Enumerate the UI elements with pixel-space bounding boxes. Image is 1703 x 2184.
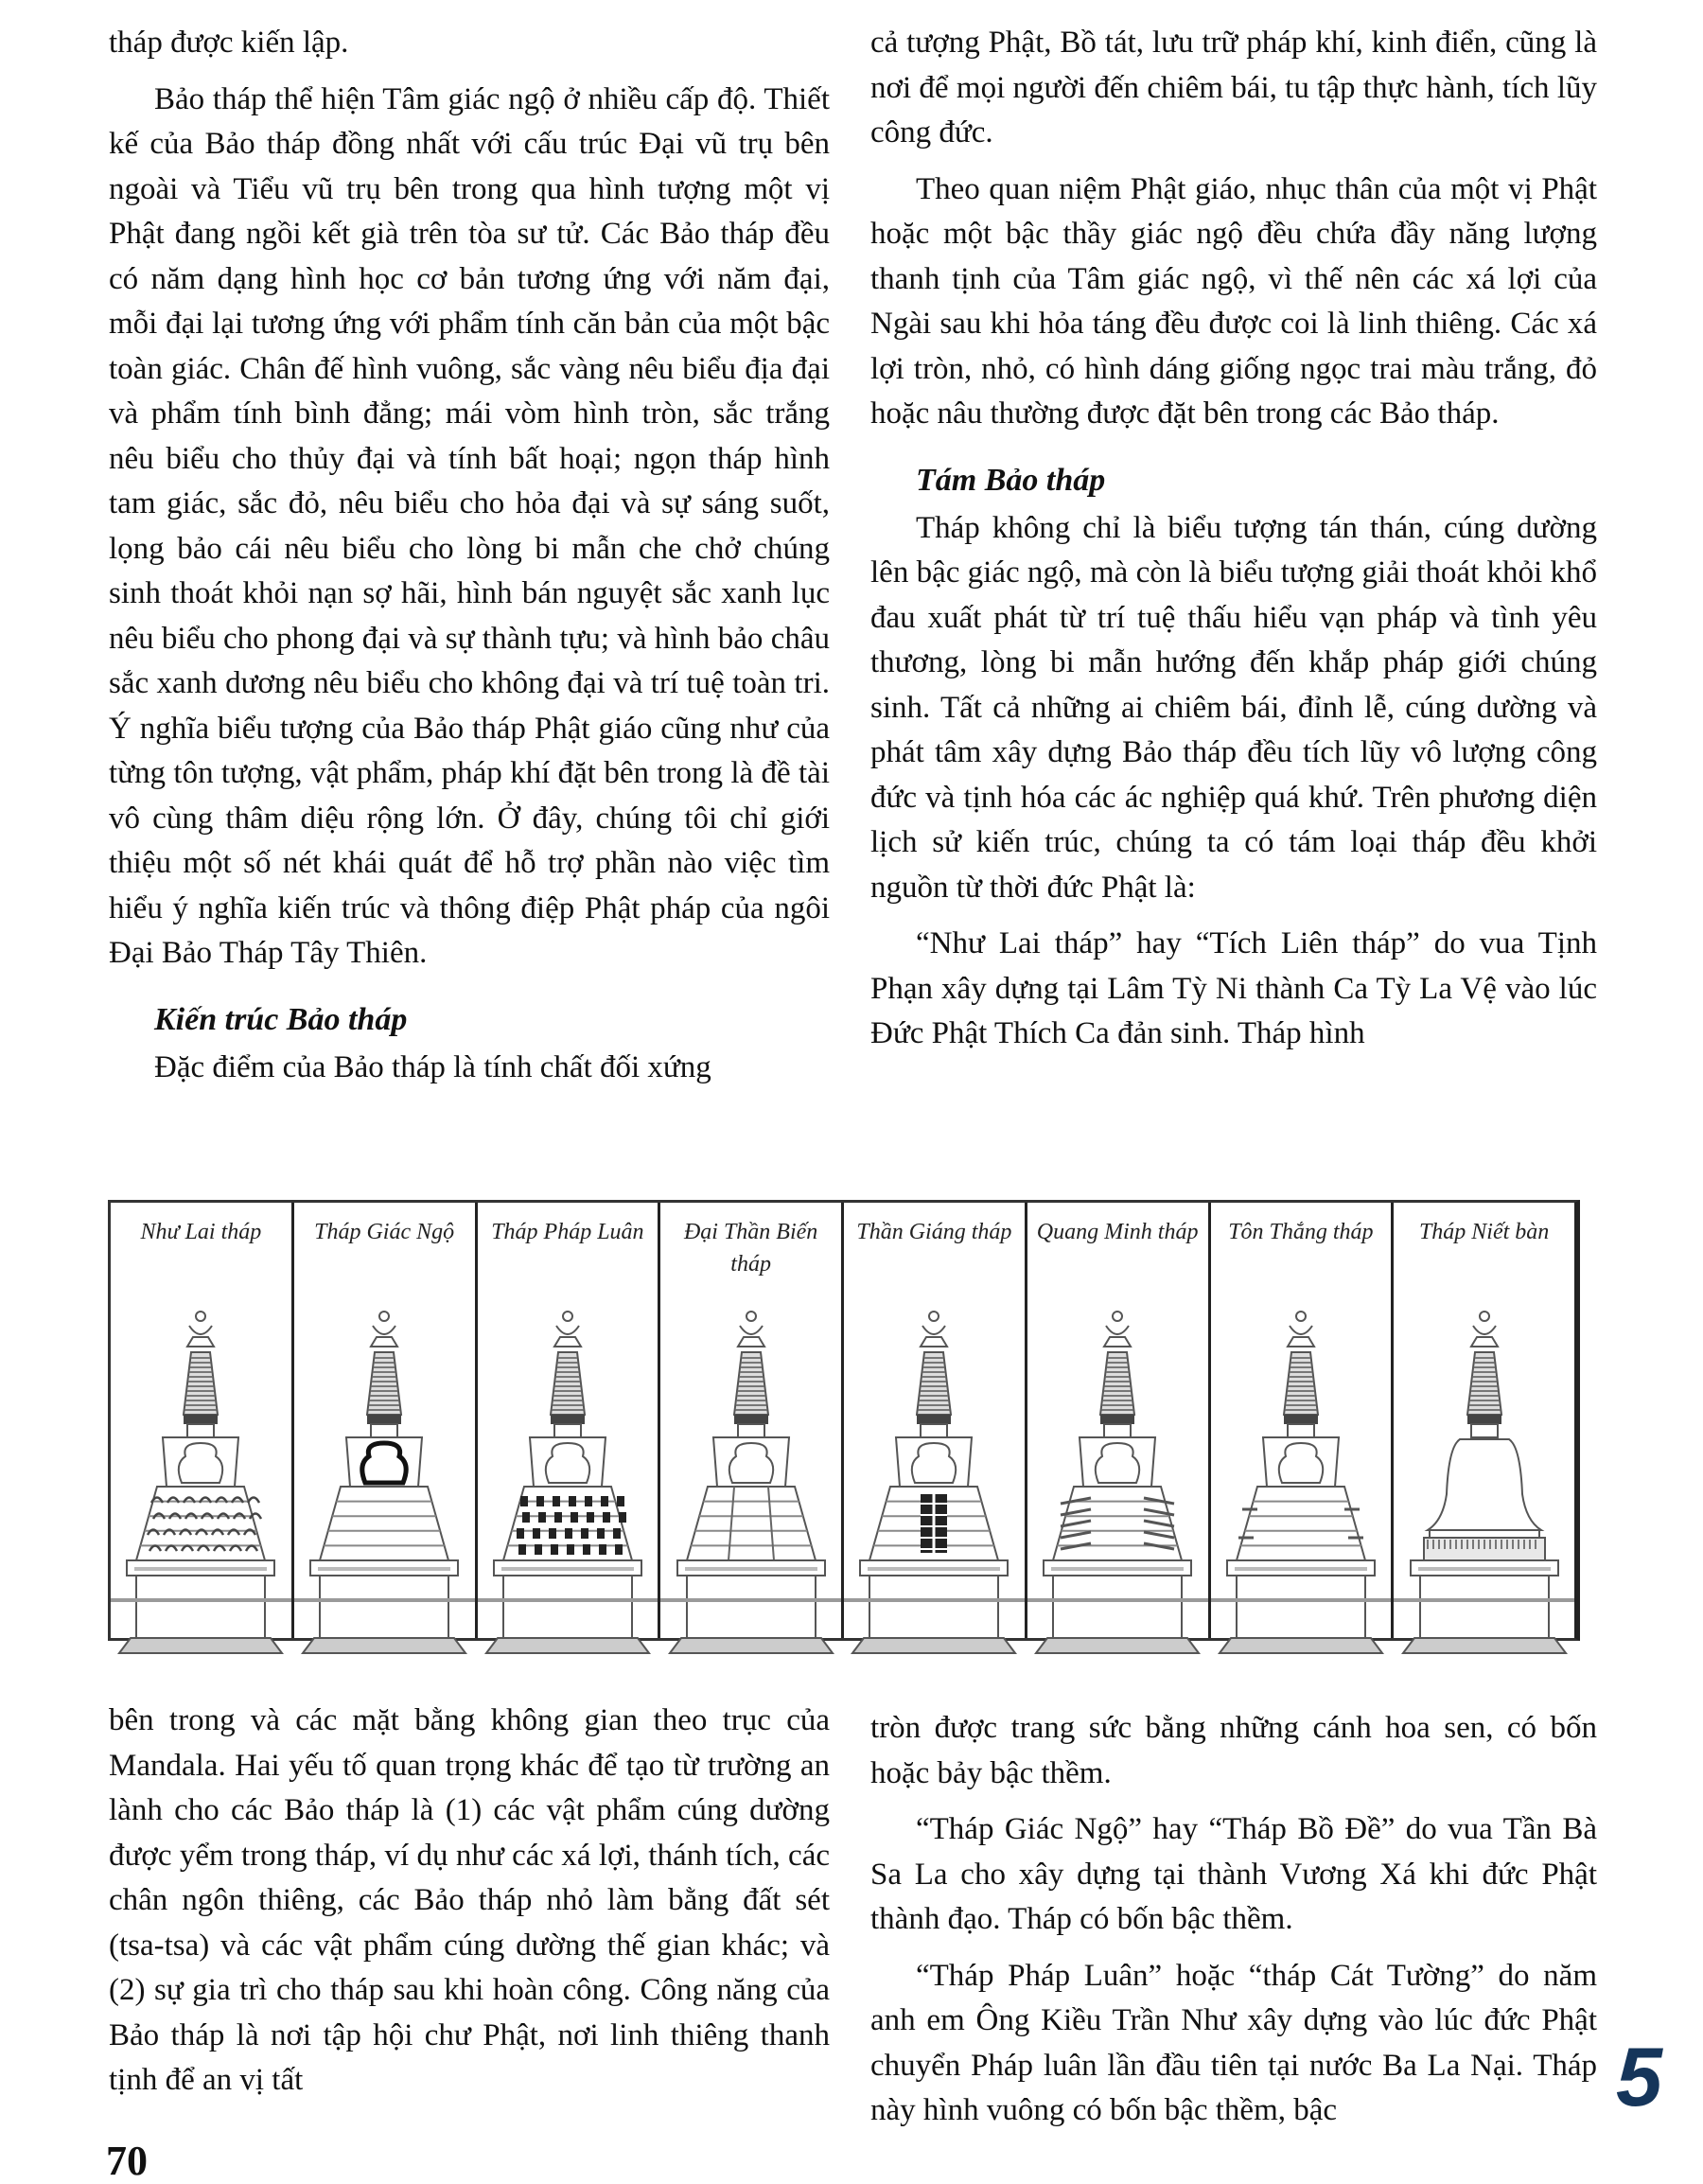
- left-column-bottom: [109, 1699, 830, 2104]
- stupa-label: Như Lai tháp: [140, 1220, 262, 1244]
- stupa-drawing-icon: [666, 1305, 836, 1657]
- ground-line: [111, 1598, 291, 1602]
- stupa-label: Tháp Giác Ngộ: [314, 1220, 455, 1244]
- paragraph: Tháp không chỉ là biểu tượng tán thán, cúng dường lên bậc giác ngộ, mà còn là biểu tượng giải thoát khỏi khổ đau xuất phát từ trí tuệ thấu hiểu vạn pháp và tình yêu thương, lòng bi mẫn hướng đến khắp pháp giới chúng sinh. Tất cả những ai chiêm bái, đỉnh lễ, cúng dường và phát tâm xây dựng Bảo tháp đều tích lũy vô lượng công đức và tịnh hóa các ác nghiệp quá khứ. Trên phương diện lịch sử kiến trúc, chúng ta có tám loại tháp đều khởi nguồn từ thời đức Phật là:: [870, 510, 1597, 905]
- stupa-panel: [111, 1203, 294, 1638]
- stupa-label: Thần Giáng tháp: [856, 1220, 1012, 1244]
- paragraph: tròn được trang sức bằng những cánh hoa sen, có bốn hoặc bảy bậc thềm.: [870, 1711, 1597, 1790]
- paragraph: “Tháp Giác Ngộ” hay “Tháp Bồ Đề” do vua Tần Bà Sa La cho xây dựng tại thành Vương Xá khi đức Phật thành đạo. Tháp có bốn bậc thềm.: [870, 1812, 1597, 1936]
- stupa-panel: [844, 1203, 1027, 1638]
- paragraph: “Tháp Pháp Luân” hoặc “tháp Cát Tường” do năm anh em Ông Kiều Trần Như xây dựng vào lúc đức Phật chuyển Pháp luân lần đầu tiên tại nước Ba La Nại. Tháp này hình vuông có bốn bậc thềm, bậc: [870, 1958, 1597, 2127]
- stupa-drawing-icon: [483, 1305, 653, 1657]
- paragraph: tháp được kiến lập.: [109, 26, 349, 60]
- paragraph: Đặc điểm của Bảo tháp là tính chất đối xứng: [154, 1049, 711, 1084]
- stupa-drawing-icon: [1032, 1305, 1203, 1657]
- right-column-bottom: [870, 1706, 1597, 2134]
- ground-line: [660, 1598, 841, 1602]
- ground-line: [478, 1598, 658, 1602]
- paragraph: bên trong và các mặt bằng không gian theo trục của Mandala. Hai yếu tố quan trọng khác để tạo từ trường an lành cho các Bảo tháp là (1) các vật phẩm cúng dường được yểm trong tháp, ví dụ như các xá lợi, thánh tích, các chân ngôn thiêng, các Bảo tháp nhỏ làm bằng đất sét (tsa-tsa) và các vật phẩm cúng dường thế gian khác; và (2) sự gia trì cho tháp sau khi hoàn công. Công năng của Bảo tháp là nơi tập hội chư Phật, nơi linh thiêng thanh tịnh để an vị tất: [109, 1703, 830, 2097]
- paragraph: “Như Lai tháp” hay “Tích Liên tháp” do vua Tịnh Phạn xây dựng tại Lâm Tỳ Ni thành Ca Tỳ La Vệ vào lúc Đức Phật Thích Ca đản sinh. Tháp hình: [870, 926, 1597, 1050]
- chapter-marker: 5: [1616, 2030, 1662, 2123]
- ground-line: [1211, 1598, 1392, 1602]
- stupa-drawing-icon: [115, 1305, 286, 1657]
- page-number: 70: [106, 2138, 148, 2184]
- ground-line: [1027, 1598, 1208, 1602]
- section-heading: Tám Bảo tháp: [916, 462, 1106, 498]
- paragraph: cả tượng Phật, Bồ tát, lưu trữ pháp khí, kinh điển, cũng là nơi để mọi người đến chiêm bái, tu tập thực hành, tích lũy công đức.: [870, 26, 1597, 150]
- stupa-drawing-icon: [299, 1305, 469, 1657]
- stupa-panel: [1211, 1203, 1395, 1638]
- ground-line: [844, 1598, 1025, 1602]
- left-column-top: [109, 21, 830, 1090]
- right-column-top: [870, 21, 1597, 1057]
- stupa-label: Tháp Niết bàn: [1418, 1220, 1550, 1244]
- stupa-drawing-icon: [849, 1305, 1019, 1657]
- stupa-drawing-icon: [1216, 1305, 1386, 1657]
- stupa-label: Tháp Pháp Luân: [491, 1220, 644, 1244]
- stupa-panel: [1027, 1203, 1211, 1638]
- eight-stupas-figure: [108, 1200, 1580, 1641]
- paragraph: Bảo tháp thể hiện Tâm giác ngộ ở nhiều cấp độ. Thiết kế của Bảo tháp đồng nhất với cấu trúc Đại vũ trụ bên ngoài và Tiểu vũ trụ bên trong qua hình tượng một vị Phật đang ngồi kết già trên tòa sư tử. Các Bảo tháp đều có năm dạng hình học cơ bản tương ứng với năm đại, mỗi đại lại tương ứng với phẩm tính căn bản của một bậc toàn giác. Chân đế hình vuông, sắc vàng nêu biểu địa đại và phẩm tính bình đẳng; mái vòm hình tròn, sắc trắng nêu biểu cho thủy đại và tính bất hoại; ngọn tháp hình tam giác, sắc đỏ, nêu biểu cho hỏa đại và sự sáng suốt, lọng bảo cái nêu biểu cho lòng bi mẫn che chở chúng sinh thoát khỏi nạn sợ hãi, hình bán nguyệt sắc xanh lục nêu biểu cho phong đại và sự thành tựu; và hình bảo châu sắc xanh dương nêu biểu cho không đại và trí tuệ toàn tri. Ý nghĩa biểu tượng của Bảo tháp Phật giáo cũng như của từng tôn tượng, vật phẩm, pháp khí đặt bên trong là đề tài vô cùng thâm diệu rộng lớn. Ở đây, chúng tôi chỉ giới thiệu một số nét khái quát để hỗ trợ phần nào việc tìm hiểu ý nghĩa kiến trúc và thông điệp Phật pháp của ngôi Đại Bảo Tháp Tây Thiên.: [109, 81, 830, 970]
- ground-line: [1394, 1598, 1574, 1602]
- stupa-label: Quang Minh tháp: [1036, 1220, 1199, 1244]
- stupa-drawing-icon: [1399, 1305, 1570, 1657]
- ground-line: [294, 1598, 475, 1602]
- paragraph: Theo quan niệm Phật giáo, nhục thân của một vị Phật hoặc một bậc thầy giác ngộ đều chứa đầy năng lượng thanh tịnh của Tâm giác ngộ, vì thế nên các xá lợi của Ngài sau khi hỏa táng đều được coi là linh thiêng. Các xá lợi tròn, nhỏ, có hình dáng giống ngọc trai màu trắng, đỏ hoặc nâu thường được đặt bên trong các Bảo tháp.: [870, 171, 1597, 431]
- stupa-panel: [294, 1203, 478, 1638]
- stupa-label: Tôn Thắng tháp: [1228, 1220, 1374, 1244]
- stupa-panel: [660, 1203, 844, 1638]
- stupa-panel: [478, 1203, 661, 1638]
- stupa-panel: [1394, 1203, 1574, 1638]
- stupa-label: Đại Thần Biến tháp: [683, 1220, 818, 1277]
- section-heading: Kiến trúc Bảo tháp: [154, 1001, 408, 1037]
